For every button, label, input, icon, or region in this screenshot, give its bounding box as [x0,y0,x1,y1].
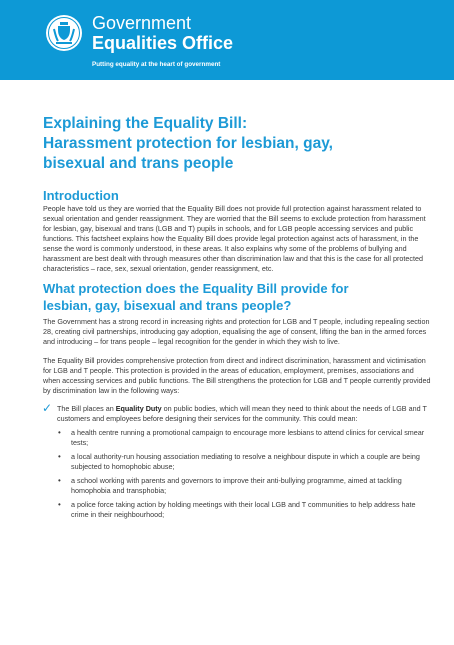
equality-duty-text [57,404,431,424]
protection-paragraph-1: The Government has a strong record in increasing rights and protection for LGB and T people, including repealing section 28, creating civil partnerships, introducing gay adoption, equalising the age of consent, lifting the ban in the armed forces and introducing – for trans people – legal recognition for the gender in which they wish to live. [43,317,430,346]
intro-heading: Introduction [43,188,119,203]
bullet-dot: • [58,428,61,437]
title-line-3: bisexual and trans people [43,155,234,172]
bullet-dot: • [58,500,61,509]
example-item [57,428,431,448]
example-item [57,500,431,520]
bullet-dot: • [58,476,61,485]
checkmark-icon: ✓ [42,401,53,415]
bullet-dot: • [58,452,61,461]
header-banner [0,0,454,80]
org-name-line1: Government [92,13,192,33]
example-text: a police force taking action by holding meetings with their local LGB and T communities to help address hate crime in their neighbourhood; [71,500,416,519]
protection-paragraph-2: The Equality Bill provides comprehensive protection from direct and indirect discrimination, harassment and victimisation for LGB and T people. This protection is provided in the areas of education, employment, premises, associations and when accessing services and public functions. The Bill strengthens the protection for LGB and T people currently provided by discrimination law in the following ways: [43,356,431,395]
page-title [43,114,431,174]
page-content [43,114,431,520]
title-line-2: Harassment protection for lesbian, gay, [43,135,333,152]
royal-crest-icon [46,15,82,51]
equality-duty-post: on public bodies, which will mean they need to think about the needs of LGB and T customers and employees before designing their services for the community. This could mean: [57,404,427,423]
equality-duty-bullet [42,401,431,520]
example-item [57,476,431,496]
example-text: a school working with parents and governors to improve their anti-bullying programme, aimed at tackling homophobia and transphobia; [71,476,402,495]
org-name-line2 [92,33,233,53]
example-text: a local authority-run housing association mediating to resolve a neighbour dispute in which a couple are being subjected to homophobic abuse; [71,452,420,471]
org-name-bold: Equalities Office [92,33,234,53]
org-tagline: Putting equality at the heart of government [92,61,221,68]
example-item [57,452,431,472]
crest-graphic [46,15,82,51]
example-text: a health centre running a promotional campaign to encourage more lesbians to attend clinics for cervical smear tests; [71,428,425,447]
title-line-1: Explaining the Equality Bill: [43,115,248,132]
protection-heading-line-1: What protection does the Equality Bill provide for [43,281,349,296]
equality-duty-pre: The Bill places an [57,404,116,413]
protection-heading [43,280,431,314]
intro-paragraph: People have told us they are worried that the Equality Bill does not provide full protection against harassment related to sexual orientation and gender reassignment. They are worried that the Bill seems to exclude protection from harassment for lesbian, gay, bisexual and trans (LGB and T) pupils in schools, and for LGB people accessing services and public functions. This factsheet explains how the Equality Bill does provide legal protection against acts of harassment, in the sense the word is commonly understood, in these areas. It also explains why some of the problems of bullying and harassment are best dealt with through measures other than discrimination law and that this is the case for all protected characteristics – race, sex, sexual orientation, gender reassignment, etc. [43,204,426,273]
protection-heading-line-2: lesbian, gay, bisexual and trans people? [43,298,292,313]
equality-duty-term: Equality Duty [115,404,162,413]
